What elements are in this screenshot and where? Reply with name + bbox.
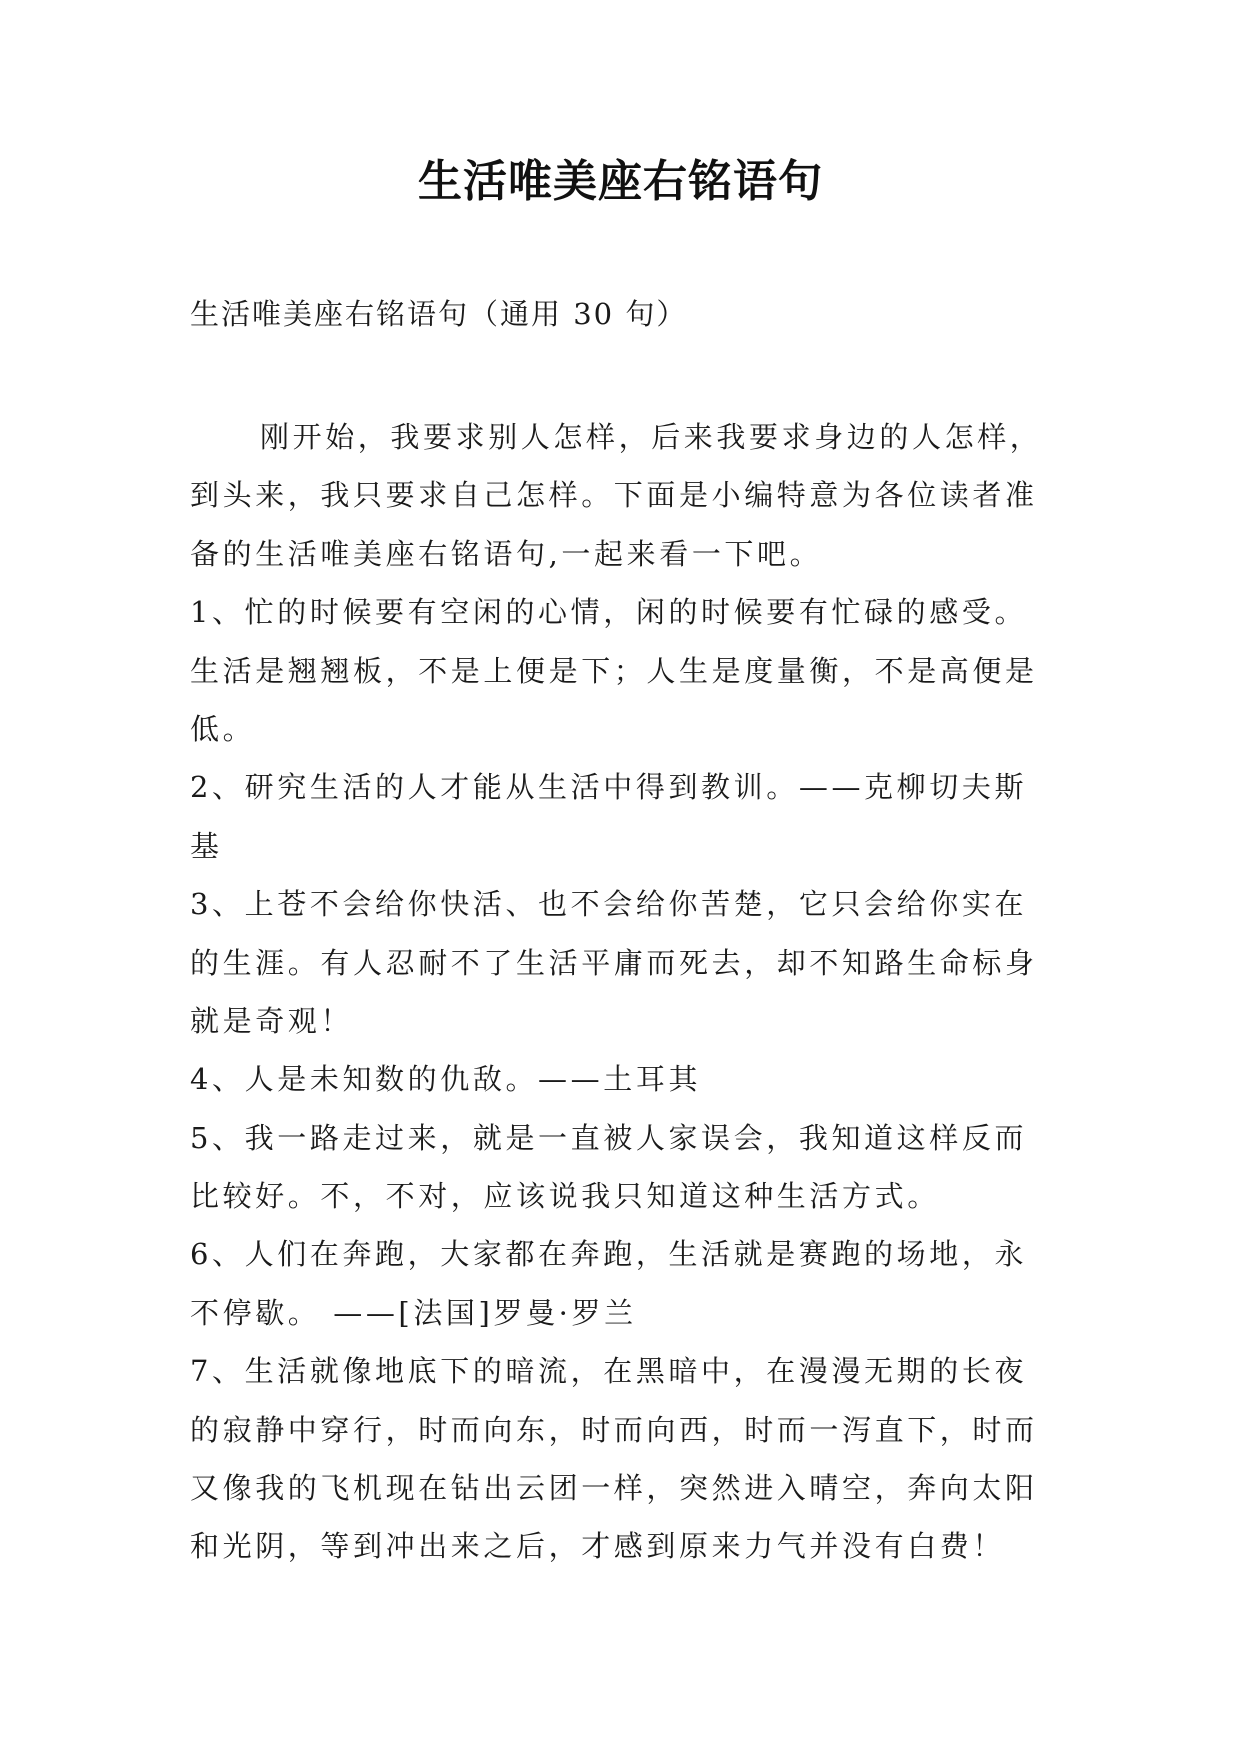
- quote-line: 4、人是未知数的仇敌。——土耳其: [190, 1062, 702, 1097]
- quote-line: 的寂静中穿行，时而向东，时而向西，时而一泻直下，时而: [190, 1412, 1038, 1447]
- quote-line: 不停歇。 ——[法国]罗曼·罗兰: [190, 1295, 637, 1330]
- quote-line: 7、生活就像地底下的暗流，在黑暗中，在漫漫无期的长夜: [190, 1354, 1028, 1389]
- document-title: 生活唯美座右铭语句: [418, 156, 823, 207]
- quote-line: 2、研究生活的人才能从生活中得到教训。——克柳切夫斯: [190, 770, 1028, 805]
- quote-line: 和光阴，等到冲出来之后，才感到原来力气并没有白费！: [190, 1529, 1006, 1564]
- intro-line: 到头来，我只要求自己怎样。下面是小编特意为各位读者准: [190, 478, 1038, 513]
- intro-line: 刚开始，我要求别人怎样，后来我要求身边的人怎样，: [260, 420, 1043, 454]
- quote-line: 5、我一路走过来，就是一直被人家误会，我知道这样反而: [190, 1120, 1028, 1155]
- quote-line: 的生涯。有人忍耐不了生活平庸而死去，却不知路生命标身: [190, 945, 1038, 980]
- quote-line: 比较好。不，不对，应该说我只知道这种生活方式。: [190, 1179, 940, 1214]
- quote-line: 又像我的飞机现在钻出云团一样，突然进入晴空，奔向太阳: [190, 1471, 1038, 1506]
- quote-line: 就是奇观！: [190, 1003, 354, 1038]
- intro-line: 备的生活唯美座右铭语句,一起来看一下吧。: [190, 536, 823, 571]
- document-body: [190, 408, 1070, 1576]
- quote-line: 3、上苍不会给你快活、也不会给你苦楚，它只会给你实在: [190, 887, 1028, 922]
- quote-line: 1、忙的时候要有空闲的心情，闲的时候要有忙碌的感受。: [190, 595, 1028, 630]
- quote-line: 生活是翘翘板，不是上便是下；人生是度量衡，不是高便是: [190, 653, 1038, 688]
- quote-line: 低。: [190, 711, 256, 746]
- quote-line: 基: [190, 828, 223, 863]
- document-subtitle: 生活唯美座右铭语句（通用 30 句）: [190, 297, 688, 331]
- quote-line: 6、人们在奔跑，大家都在奔跑，生活就是赛跑的场地，永: [190, 1237, 1028, 1272]
